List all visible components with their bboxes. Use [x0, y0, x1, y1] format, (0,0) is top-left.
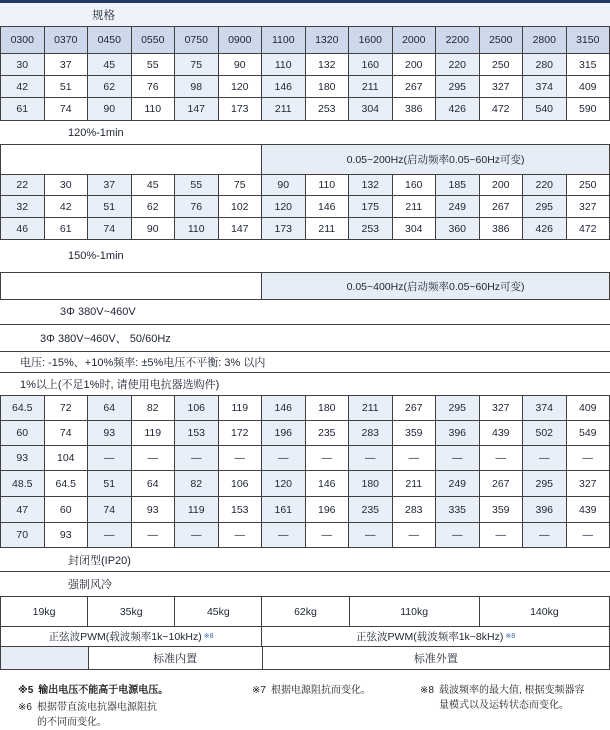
impedance-text: 1%以上(不足1%时, 请使用电抗器选购件)	[20, 376, 219, 392]
overload-capacity-row-b	[0, 240, 610, 273]
spec-cell: 472	[480, 98, 524, 120]
spec-cell: 42	[0, 76, 45, 97]
spec-cell: —	[262, 523, 306, 547]
spec-cell: 220	[436, 54, 480, 75]
spec-cell: 295	[436, 76, 480, 97]
spec-cell: 409	[567, 76, 610, 97]
spec-cell: 45	[132, 175, 176, 195]
spec-cell: 235	[349, 497, 393, 522]
voltage-tolerance-row	[0, 352, 610, 373]
spec-cell: 0300	[0, 27, 45, 53]
max-current-row-nd	[0, 98, 610, 121]
spec-cell: 37	[45, 54, 89, 75]
spec-cell: 295	[523, 196, 567, 217]
frequency-blank-cell-b	[0, 273, 262, 299]
spec-cell: 119	[132, 421, 176, 445]
spec-cell: 82	[175, 471, 219, 496]
spec-cell: 153	[219, 497, 263, 522]
spec-cell: 47	[0, 497, 45, 522]
rated-current-row-nd	[0, 76, 610, 98]
spec-cell: 160	[393, 175, 437, 195]
footnote-8	[420, 684, 587, 713]
spec-cell: 327	[567, 196, 610, 217]
spec-cell: 439	[567, 497, 610, 522]
spec-cell: 146	[262, 396, 306, 420]
overload-capacity-row-a	[0, 121, 610, 145]
spec-cell: 110	[262, 54, 306, 75]
spec-cell: 249	[436, 196, 480, 217]
spec-cell: 211	[349, 396, 393, 420]
input-current-row-3	[0, 446, 610, 471]
footnote-7-mark: ※7	[252, 684, 266, 699]
input-current-row-2	[0, 421, 610, 446]
input-current-row-5	[0, 497, 610, 523]
pwm-note-right: ※8	[505, 633, 515, 640]
spec-cell: 146	[306, 196, 350, 217]
spec-cell: 160	[349, 54, 393, 75]
brake-blank-cell	[0, 647, 89, 669]
spec-cell: —	[219, 523, 263, 547]
spec-cell: 173	[262, 218, 306, 239]
spec-cell: 335	[436, 497, 480, 522]
footnote-8-text: 载波频率的最大值, 根据变频器容量模式以及运转状态而变化。	[439, 684, 587, 713]
brake-text-right: 标准外置	[414, 650, 458, 666]
spec-cell: 75	[175, 54, 219, 75]
max-current-row-hd	[0, 218, 610, 240]
spec-cell: 426	[523, 218, 567, 239]
spec-cell: 172	[219, 421, 263, 445]
spec-cell: —	[393, 446, 437, 470]
frequency-range-cell-a	[262, 145, 610, 174]
spec-cell: 102	[219, 196, 263, 217]
spec-cell: 74	[45, 98, 89, 120]
spec-cell: 146	[262, 76, 306, 97]
spec-cell: 267	[480, 471, 524, 496]
spec-cell: 327	[480, 396, 524, 420]
spec-cell: 304	[393, 218, 437, 239]
output-voltage-text: 3Φ 380V~460V	[60, 306, 136, 318]
spec-cell: 359	[480, 497, 524, 522]
spec-cell: 0550	[132, 27, 176, 53]
spec-cell: —	[480, 446, 524, 470]
rated-power-row	[0, 54, 610, 76]
spec-cell: 55	[175, 175, 219, 195]
spec-cell: 93	[0, 446, 45, 470]
spec-cell: 72	[45, 396, 89, 420]
spec-cell: 48.5	[0, 471, 45, 496]
spec-cell: 93	[45, 523, 89, 547]
overload-label-a: 120%-1min	[68, 127, 124, 139]
spec-cell: 82	[132, 396, 176, 420]
spec-cell: 2200	[436, 27, 480, 53]
spec-cell: 249	[436, 471, 480, 496]
spec-cell: 37	[88, 175, 132, 195]
spec-cell: 396	[436, 421, 480, 445]
spec-cell: 76	[175, 196, 219, 217]
spec-cell: 120	[219, 76, 263, 97]
spec-cell: 74	[45, 421, 89, 445]
frequency-range-text-a: 0.05~200Hz(启动频率0.05~60Hz可变)	[347, 152, 525, 167]
enclosure-text: 封闭型(IP20)	[68, 552, 131, 568]
spec-cell: 200	[480, 175, 524, 195]
input-current-row-1	[0, 396, 610, 421]
spec-cell: 19kg	[0, 597, 88, 626]
pwm-text-right: 正弦波PWM(载波频率1k~8kHz)	[356, 629, 503, 644]
spec-cell: —	[436, 446, 480, 470]
spec-cell: 146	[306, 471, 350, 496]
spec-cell: 426	[436, 98, 480, 120]
spec-cell: 132	[349, 175, 393, 195]
spec-cell: 106	[219, 471, 263, 496]
spec-cell: 180	[306, 76, 350, 97]
spec-cell: 3150	[567, 27, 610, 53]
spec-cell: 62	[132, 196, 176, 217]
spec-cell: 253	[349, 218, 393, 239]
spec-cell: 386	[480, 218, 524, 239]
spec-cell: 327	[567, 471, 610, 496]
brake-cell-right	[263, 647, 610, 669]
spec-cell: 267	[393, 396, 437, 420]
cooling-text: 强制风冷	[68, 576, 112, 592]
spec-cell: 30	[0, 54, 45, 75]
spec-cell: 161	[262, 497, 306, 522]
spec-cell: 70	[0, 523, 45, 547]
spec-cell: —	[349, 446, 393, 470]
spec-cell: 173	[219, 98, 263, 120]
footnote-5-mark: ※5	[18, 684, 33, 699]
spec-cell: 295	[436, 396, 480, 420]
rated-current-row-hd	[0, 196, 610, 218]
spec-cell: 60	[45, 497, 89, 522]
spec-cell: 1320	[306, 27, 350, 53]
spec-cell: 76	[132, 76, 176, 97]
frequency-range-text-b: 0.05~400Hz(启动频率0.05~60Hz可变)	[347, 279, 525, 294]
spec-cell: 359	[393, 421, 437, 445]
spec-cell: 540	[523, 98, 567, 120]
spec-cell: 35kg	[88, 597, 175, 626]
input-current-row-6	[0, 523, 610, 548]
spec-cell: —	[567, 523, 610, 547]
spec-cell: 64	[132, 471, 176, 496]
spec-cell: 64.5	[45, 471, 89, 496]
spec-cell: 235	[306, 421, 350, 445]
frequency-range-row-a	[0, 145, 610, 175]
spec-cell: 90	[219, 54, 263, 75]
spec-cell: 0450	[88, 27, 132, 53]
spec-cell: 502	[523, 421, 567, 445]
spec-cell: 106	[175, 396, 219, 420]
spec-cell: 90	[88, 98, 132, 120]
footnote-6-text: 根据带直流电抗器电源阻抗的不同而变化。	[37, 701, 165, 730]
spec-cell: 110	[175, 218, 219, 239]
voltage-tolerance-text: 电压: -15%、+10%频率: ±5%电压不平衡: 3% 以内	[20, 354, 265, 370]
footnote-5	[18, 684, 168, 699]
enclosure-row	[0, 548, 610, 572]
power-supply-text: 3Φ 380V~460V、 50/60Hz	[40, 330, 171, 346]
impedance-row	[0, 373, 610, 396]
spec-cell: 409	[567, 396, 610, 420]
spec-cell: 30	[45, 175, 89, 195]
spec-cell: —	[175, 523, 219, 547]
spec-cell: 304	[349, 98, 393, 120]
spec-cell: —	[88, 523, 132, 547]
spec-cell: —	[88, 446, 132, 470]
spec-cell: 75	[219, 175, 263, 195]
spec-cell: 200	[393, 54, 437, 75]
spec-cell: 147	[219, 218, 263, 239]
spec-cell: 396	[523, 497, 567, 522]
spec-cell: —	[480, 523, 524, 547]
brake-text-left: 标准内置	[153, 650, 197, 666]
spec-title-band	[0, 3, 610, 27]
spec-cell: 211	[262, 98, 306, 120]
spec-cell: 64.5	[0, 396, 45, 420]
overload-label-b: 150%-1min	[68, 250, 124, 262]
spec-cell: 62kg	[262, 597, 349, 626]
spec-cell: 74	[88, 218, 132, 239]
spec-cell: 196	[262, 421, 306, 445]
spec-cell: 295	[523, 471, 567, 496]
spec-cell: —	[306, 523, 350, 547]
spec-cell: —	[567, 446, 610, 470]
spec-cell: 132	[306, 54, 350, 75]
spec-cell: 250	[567, 175, 610, 195]
spec-cell: 60	[0, 421, 45, 445]
input-current-row-4	[0, 471, 610, 497]
power-supply-row	[0, 325, 610, 352]
footnote-8-mark: ※8	[420, 684, 434, 713]
spec-cell: —	[393, 523, 437, 547]
footnote-7	[252, 684, 371, 699]
spec-cell: 51	[88, 196, 132, 217]
spec-cell: 119	[219, 396, 263, 420]
spec-cell: 472	[567, 218, 610, 239]
footnotes-area	[0, 670, 610, 729]
spec-cell: 147	[175, 98, 219, 120]
spec-cell: 590	[567, 98, 610, 120]
spec-cell: 211	[393, 471, 437, 496]
spec-cell: 2800	[523, 27, 567, 53]
spec-cell: 61	[0, 98, 45, 120]
spec-cell: 45	[88, 54, 132, 75]
spec-cell: 110	[132, 98, 176, 120]
model-number-row	[0, 27, 610, 54]
spec-cell: 0370	[45, 27, 89, 53]
spec-cell: 220	[523, 175, 567, 195]
spec-cell: 51	[88, 471, 132, 496]
cooling-row	[0, 572, 610, 597]
spec-cell: 283	[393, 497, 437, 522]
spec-cell: —	[349, 523, 393, 547]
spec-cell: 211	[306, 218, 350, 239]
spec-cell: 280	[523, 54, 567, 75]
spec-cell: 1100	[262, 27, 306, 53]
brake-unit-row	[0, 647, 610, 670]
spec-cell: 196	[306, 497, 350, 522]
spec-cell: 32	[0, 196, 45, 217]
brake-cell-left	[89, 647, 263, 669]
spec-cell: 549	[567, 421, 610, 445]
spec-cell: 110	[306, 175, 350, 195]
spec-cell: 140kg	[480, 597, 610, 626]
spec-cell: 250	[480, 54, 524, 75]
frequency-range-cell-b	[262, 273, 610, 299]
spec-cell: —	[523, 523, 567, 547]
footnote-6-mark: ※6	[18, 701, 32, 730]
spec-cell: 22	[0, 175, 45, 195]
spec-cell: 211	[349, 76, 393, 97]
weight-row	[0, 597, 610, 627]
spec-cell: 0900	[219, 27, 263, 53]
spec-cell: —	[132, 523, 176, 547]
spec-cell: 93	[132, 497, 176, 522]
pwm-cell-left	[0, 627, 262, 646]
frequency-range-row-b	[0, 273, 610, 300]
pwm-text-left: 正弦波PWM(载波频率1k~10kHz)	[49, 629, 202, 644]
rated-power-row-hd	[0, 175, 610, 196]
spec-cell: 180	[306, 396, 350, 420]
spec-cell: 439	[480, 421, 524, 445]
spec-cell: 61	[45, 218, 89, 239]
spec-cell: 386	[393, 98, 437, 120]
spec-cell: 110kg	[350, 597, 480, 626]
spec-cell: 90	[132, 218, 176, 239]
footnote-6	[18, 701, 165, 730]
spec-cell: 360	[436, 218, 480, 239]
spec-cell: —	[523, 446, 567, 470]
spec-cell: 98	[175, 76, 219, 97]
spec-cell: 267	[393, 76, 437, 97]
spec-cell: 46	[0, 218, 45, 239]
spec-cell: 51	[45, 76, 89, 97]
spec-cell: 180	[349, 471, 393, 496]
spec-cell: 267	[480, 196, 524, 217]
pwm-note-left: ※8	[204, 633, 214, 640]
spec-cell: 374	[523, 396, 567, 420]
spec-cell: —	[306, 446, 350, 470]
spec-cell: 315	[567, 54, 610, 75]
spec-cell: 2500	[480, 27, 524, 53]
pwm-control-row	[0, 627, 610, 647]
spec-cell: —	[132, 446, 176, 470]
spec-title: 规格	[92, 7, 115, 23]
spec-cell: 62	[88, 76, 132, 97]
spec-cell: 283	[349, 421, 393, 445]
footnote-5-text: 输出电压不能高于电源电压。	[38, 684, 168, 699]
output-voltage-row	[0, 300, 610, 325]
spec-cell: 93	[88, 421, 132, 445]
spec-cell: 253	[306, 98, 350, 120]
spec-cell: 175	[349, 196, 393, 217]
footnote-7-text: 根据电源阻抗而变化。	[271, 684, 371, 699]
spec-cell: 211	[393, 196, 437, 217]
spec-cell: 327	[480, 76, 524, 97]
spec-cell: 0750	[175, 27, 219, 53]
spec-cell: 119	[175, 497, 219, 522]
spec-cell: —	[219, 446, 263, 470]
spec-cell: —	[262, 446, 306, 470]
spec-cell: —	[175, 446, 219, 470]
frequency-blank-cell-a	[0, 145, 262, 174]
spec-cell: 120	[262, 196, 306, 217]
spec-cell: 153	[175, 421, 219, 445]
spec-cell: 45kg	[175, 597, 262, 626]
spec-cell: 120	[262, 471, 306, 496]
spec-cell: 374	[523, 76, 567, 97]
spec-cell: 74	[88, 497, 132, 522]
pwm-cell-right	[262, 627, 610, 646]
spec-cell: 64	[88, 396, 132, 420]
spec-cell: 104	[45, 446, 89, 470]
spec-cell: 2000	[393, 27, 437, 53]
spec-cell: —	[436, 523, 480, 547]
spec-cell: 90	[262, 175, 306, 195]
spec-cell: 1600	[349, 27, 393, 53]
spec-cell: 55	[132, 54, 176, 75]
spec-cell: 185	[436, 175, 480, 195]
spec-cell: 42	[45, 196, 89, 217]
